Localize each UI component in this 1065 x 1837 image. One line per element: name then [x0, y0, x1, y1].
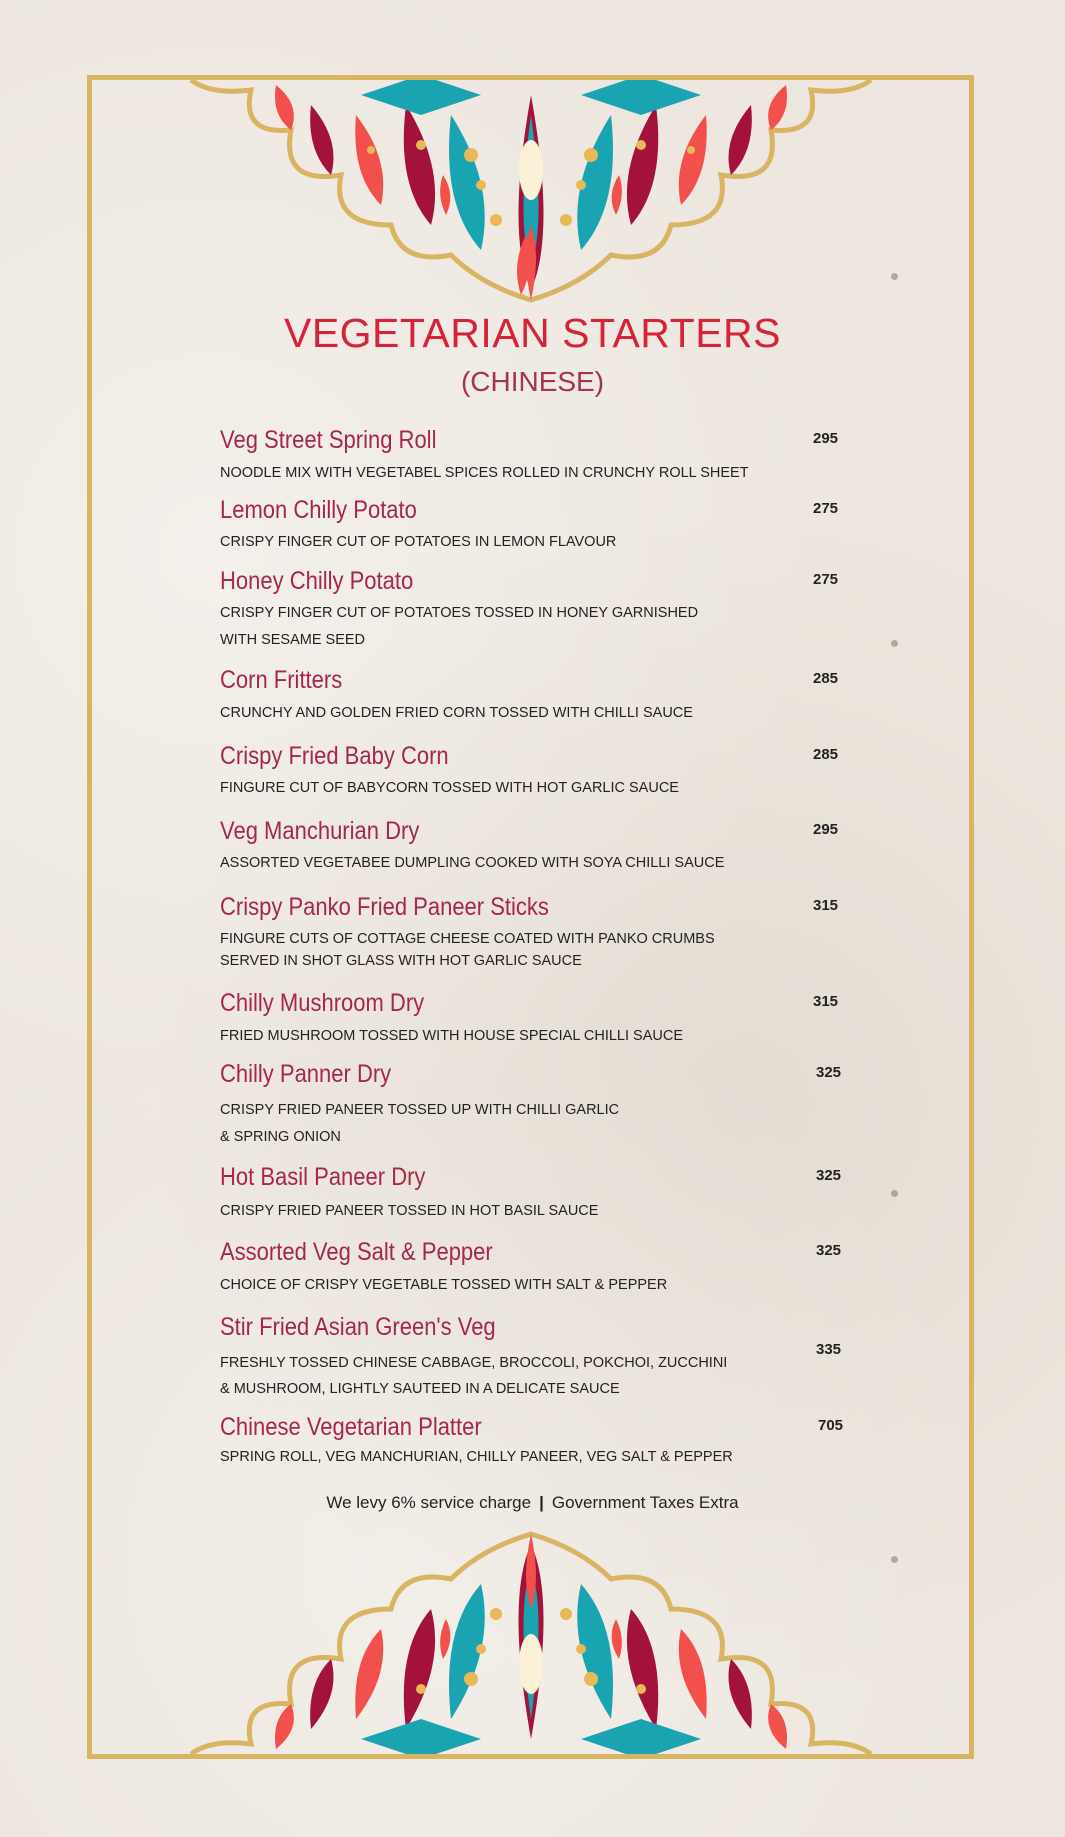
item-description: FRIED MUSHROOM TOSSED WITH HOUSE SPECIAL CHILLI SAUCE [220, 1028, 684, 1044]
item-name: Veg Street Spring Roll [220, 426, 437, 454]
item-description: NOODLE MIX WITH VEGETABEL SPICES ROLLED IN CRUNCHY ROLL SHEET [220, 465, 749, 481]
item-description: FINGURE CUT OF BABYCORN TOSSED WITH HOT GARLIC SAUCE [220, 780, 679, 796]
item-price: 275 [813, 571, 839, 588]
item-price: 325 [816, 1242, 842, 1259]
item-description: CRUNCHY AND GOLDEN FRIED CORN TOSSED WITH CHILLI SAUCE [220, 705, 693, 721]
item-price: 285 [813, 746, 839, 763]
paper-speck [891, 640, 898, 647]
item-name: Assorted Veg Salt & Pepper [220, 1238, 493, 1266]
item-price: 275 [813, 500, 839, 517]
item-description: ASSORTED VEGETABEE DUMPLING COOKED WITH SOYA CHILLI SAUCE [220, 855, 725, 871]
paper-speck [891, 1190, 898, 1197]
item-price: 315 [813, 897, 839, 914]
item-description: CHOICE OF CRISPY VEGETABLE TOSSED WITH SALT & PEPPER [220, 1277, 668, 1293]
item-description: CRISPY FINGER CUT OF POTATOES TOSSED IN HONEY GARNISHED [220, 605, 699, 621]
item-description: CRISPY FRIED PANEER TOSSED IN HOT BASIL SAUCE [220, 1203, 599, 1219]
paper-speck [891, 1556, 898, 1563]
item-description: WITH SESAME SEED [220, 632, 366, 648]
item-description: FRESHLY TOSSED CHINESE CABBAGE, BROCCOLI, POKCHOI, ZUCCHINI [220, 1355, 728, 1371]
taxes-note: Government Taxes Extra [551, 1493, 739, 1512]
item-description: CRISPY FRIED PANEER TOSSED UP WITH CHILLI GARLIC [220, 1102, 620, 1118]
menu-title: VEGETARIAN STARTERS [283, 310, 782, 356]
mandala-bottom-ornament [181, 1519, 881, 1759]
item-name: Chilly Panner Dry [220, 1060, 392, 1088]
item-price: 315 [813, 993, 839, 1010]
footer-separator: | [539, 1493, 544, 1512]
item-name: Lemon Chilly Potato [220, 496, 417, 524]
menu-subtitle: (CHINESE) [460, 366, 605, 397]
item-name: Crispy Fried Baby Corn [220, 742, 449, 770]
mandala-top-ornament [181, 75, 881, 315]
item-name: Honey Chilly Potato [220, 567, 414, 595]
item-description: & SPRING ONION [220, 1129, 341, 1145]
item-price: 335 [816, 1341, 842, 1358]
paper-speck [891, 273, 898, 280]
item-price: 325 [816, 1064, 842, 1081]
item-price: 295 [813, 821, 839, 838]
item-name: Corn Fritters [220, 666, 343, 694]
item-price: 705 [818, 1417, 844, 1434]
menu-footer [0, 1493, 1065, 1513]
item-price: 325 [816, 1167, 842, 1184]
item-description: & MUSHROOM, LIGHTLY SAUTEED IN A DELICATE SAUCE [220, 1381, 620, 1397]
item-price: 295 [813, 430, 839, 447]
service-charge-note: We levy 6% service charge [326, 1493, 532, 1512]
item-description: FINGURE CUTS OF COTTAGE CHEESE COATED WITH PANKO CRUMBS [220, 931, 715, 947]
item-price: 285 [813, 670, 839, 687]
item-description: CRISPY FINGER CUT OF POTATOES IN LEMON FLAVOUR [220, 534, 617, 550]
item-name: Chinese Vegetarian Platter [220, 1413, 482, 1441]
item-name: Veg Manchurian Dry [220, 817, 420, 845]
item-name: Crispy Panko Fried Paneer Sticks [220, 893, 549, 921]
item-description: SERVED IN SHOT GLASS WITH HOT GARLIC SAUCE [220, 953, 582, 969]
item-name: Stir Fried Asian Green's Veg [220, 1313, 496, 1341]
item-name: Hot Basil Paneer Dry [220, 1163, 426, 1191]
item-name: Chilly Mushroom Dry [220, 989, 425, 1017]
item-description: SPRING ROLL, VEG MANCHURIAN, CHILLY PANEER, VEG SALT & PEPPER [220, 1449, 733, 1465]
